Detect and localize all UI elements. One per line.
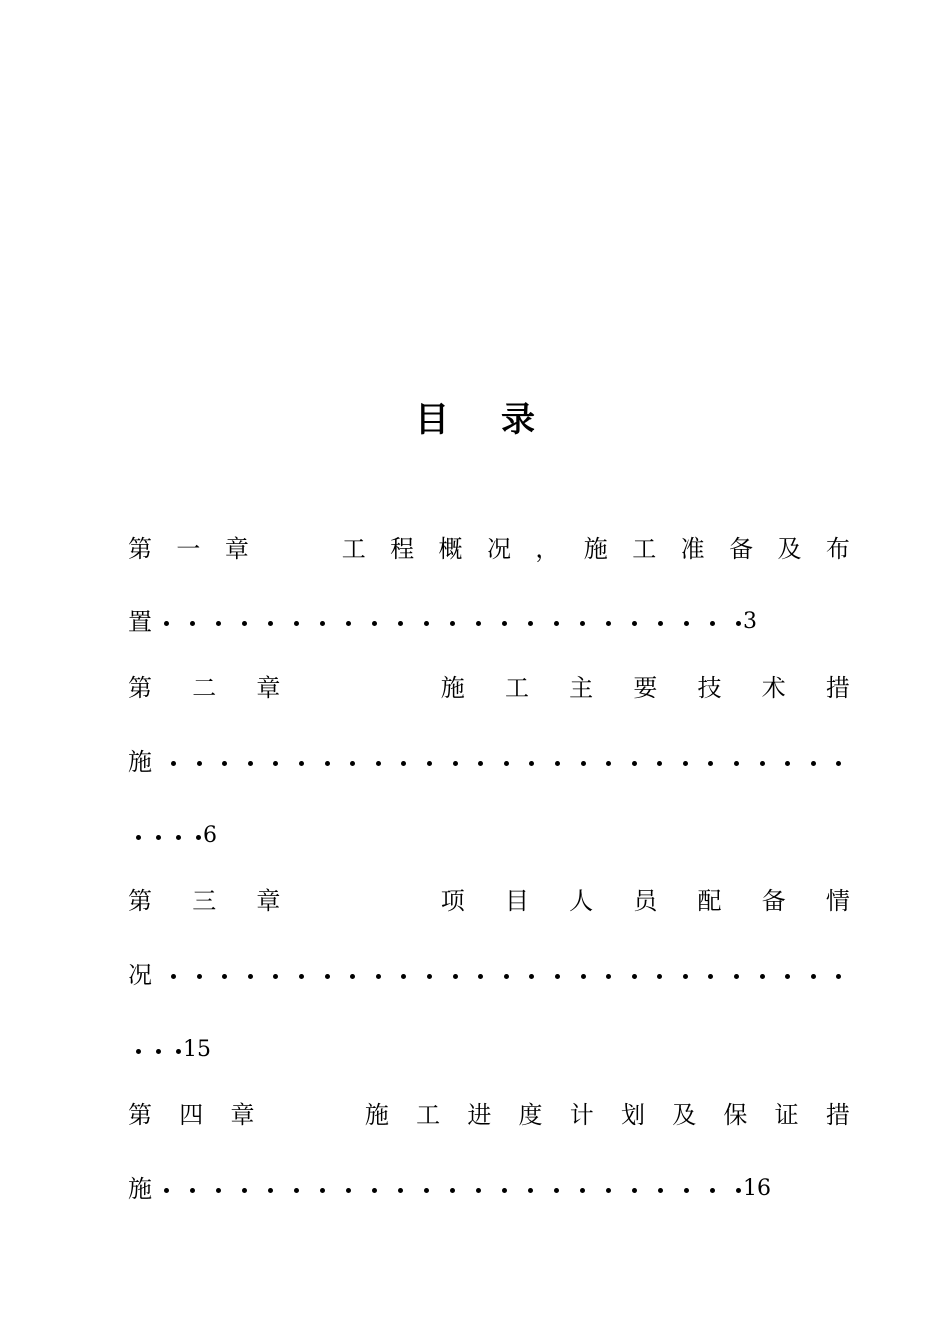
page-number: 3 [743, 609, 757, 634]
chapter-char: 二 [192, 674, 217, 702]
title-char: 人 [569, 887, 594, 915]
leader-dot [176, 1049, 181, 1054]
title-char: 备 [729, 535, 754, 563]
leader-dot [581, 761, 586, 766]
leader-dot [710, 1188, 715, 1193]
dot-leader [128, 816, 201, 856]
leader-dot [372, 1188, 377, 1193]
title-char: 目 [504, 887, 529, 915]
chapter-char: 章 [224, 535, 249, 563]
title-char: 证 [774, 1101, 799, 1129]
toc-entry-1-heading[interactable] [128, 529, 850, 569]
leader-dot [401, 761, 406, 766]
lead-text: 置 [128, 608, 152, 636]
chapter-char: 第 [128, 887, 152, 915]
leader-dot [684, 621, 689, 626]
leader-dot [320, 621, 325, 626]
leader-dot [248, 974, 253, 979]
leader-dot [273, 974, 278, 979]
toc-entry-4-leader[interactable] [128, 1169, 850, 1209]
chapter-char: 一 [176, 535, 201, 563]
leader-dot [708, 761, 713, 766]
leader-dot [427, 761, 432, 766]
leader-dot [268, 1188, 273, 1193]
title-char: 员 [633, 887, 658, 915]
leader-dot [401, 974, 406, 979]
leader-dot [555, 974, 560, 979]
leader-dot [502, 1188, 507, 1193]
leader-dot [476, 621, 481, 626]
leader-dot [736, 1188, 741, 1193]
leader-dot [528, 1188, 533, 1193]
leader-dot [529, 761, 534, 766]
leader-dot [478, 974, 483, 979]
leader-dot [216, 621, 221, 626]
leader-dot [811, 974, 816, 979]
leader-dot [248, 761, 253, 766]
title-char: 准 [680, 535, 705, 563]
leader-dot [785, 974, 790, 979]
title-char: 施 [364, 1101, 389, 1129]
leader-dot [450, 621, 455, 626]
title-char: 术 [761, 674, 786, 702]
title-char: 工 [416, 1101, 441, 1129]
dot-leader [152, 602, 741, 642]
title-char: 况 [486, 535, 511, 563]
leader-dot [580, 621, 585, 626]
leader-dot [242, 621, 247, 626]
leader-dot [450, 1188, 455, 1193]
leader-dot [299, 761, 304, 766]
chapter-char: 章 [256, 887, 281, 915]
leader-dot [554, 1188, 559, 1193]
leader-dot [136, 1049, 141, 1054]
leader-dot [555, 761, 560, 766]
title-char: 配 [697, 887, 722, 915]
title-char: 度 [518, 1101, 543, 1129]
leader-dot [273, 761, 278, 766]
leader-dot [398, 1188, 403, 1193]
leader-dot [708, 974, 713, 979]
leader-dot [453, 761, 458, 766]
toc-entry-2-leader-cont[interactable] [128, 816, 850, 856]
title-char: 程 [390, 535, 415, 563]
title-char: 施 [583, 535, 608, 563]
leader-dot [216, 1188, 221, 1193]
lead-text: 况 [128, 961, 152, 989]
title-char: 工 [341, 535, 366, 563]
title-char: 措 [825, 674, 850, 702]
leader-dot [736, 621, 741, 626]
toc-entry-4-heading[interactable] [128, 1095, 850, 1135]
leader-dot [176, 835, 181, 840]
chapter-char: 第 [128, 674, 152, 702]
leader-dot [528, 621, 533, 626]
leader-dot [156, 835, 161, 840]
leader-dot [632, 621, 637, 626]
page-title [0, 392, 950, 441]
title-char: 及 [672, 1101, 697, 1129]
leader-dot [372, 621, 377, 626]
title-char: 进 [467, 1101, 492, 1129]
leader-dot [325, 974, 330, 979]
title-char: 计 [569, 1101, 594, 1129]
title-char: 布 [825, 535, 850, 563]
chapter-char: 第 [128, 1101, 152, 1129]
title-char: 主 [569, 674, 594, 702]
chapter-char: 第 [128, 535, 152, 563]
title-char: 技 [697, 674, 722, 702]
leader-dot [427, 974, 432, 979]
leader-dot [580, 1188, 585, 1193]
title-char: 项 [440, 887, 465, 915]
title-char-1: 目 [415, 400, 449, 440]
leader-dot [294, 1188, 299, 1193]
title-char: 概 [438, 535, 463, 563]
leader-dot [156, 1049, 161, 1054]
leader-dot [197, 974, 202, 979]
toc-entry-3-leader-cont[interactable] [128, 1030, 850, 1070]
leader-dot [398, 621, 403, 626]
leader-dot [684, 1188, 689, 1193]
dot-leader [152, 955, 841, 995]
leader-dot [299, 974, 304, 979]
leader-dot [632, 974, 637, 979]
leader-dot [164, 621, 169, 626]
leader-dot [836, 761, 841, 766]
leader-dot [734, 761, 739, 766]
title-char: 及 [777, 535, 802, 563]
leader-dot [478, 761, 483, 766]
leader-dot [268, 621, 273, 626]
leader-dot [346, 621, 351, 626]
leader-dot [657, 974, 662, 979]
leader-dot [734, 974, 739, 979]
leader-dot [136, 835, 141, 840]
leader-dot [171, 974, 176, 979]
leader-dot [325, 761, 330, 766]
leader-dot [632, 1188, 637, 1193]
leader-dot [504, 761, 509, 766]
page-number: 16 [743, 1176, 771, 1201]
chapter-char: 章 [256, 674, 281, 702]
leader-dot [476, 1188, 481, 1193]
title-char: 措 [825, 1101, 850, 1129]
leader-dot [502, 621, 507, 626]
title-char: 保 [723, 1101, 748, 1129]
page-number: 15 [183, 1037, 211, 1062]
toc-entry-1-leader[interactable] [128, 602, 850, 642]
leader-dot [242, 1188, 247, 1193]
toc-entry-3-leader[interactable] [128, 955, 850, 995]
leader-dot [554, 621, 559, 626]
toc-entry-2-leader[interactable] [128, 742, 850, 782]
lead-text: 施 [128, 1175, 152, 1203]
leader-dot [632, 761, 637, 766]
chapter-char: 三 [192, 887, 217, 915]
leader-dot [710, 621, 715, 626]
title-char: 要 [633, 674, 658, 702]
title-char: 划 [620, 1101, 645, 1129]
chapter-char: 四 [179, 1101, 204, 1129]
leader-dot [190, 621, 195, 626]
toc-entry-2-heading[interactable] [128, 668, 850, 708]
chapter-char: 章 [230, 1101, 255, 1129]
dot-leader [152, 1169, 741, 1209]
title-char: 工 [504, 674, 529, 702]
leader-dot [658, 621, 663, 626]
leader-dot [785, 761, 790, 766]
dot-leader [152, 742, 841, 782]
leader-dot [606, 1188, 611, 1193]
leader-dot [424, 1188, 429, 1193]
title-char: 情 [825, 887, 850, 915]
lead-text: 施 [128, 748, 152, 776]
page-number: 6 [203, 823, 217, 848]
leader-dot [529, 974, 534, 979]
leader-dot [376, 761, 381, 766]
leader-dot [376, 974, 381, 979]
leader-dot [581, 974, 586, 979]
leader-dot [197, 761, 202, 766]
leader-dot [504, 974, 509, 979]
leader-dot [222, 761, 227, 766]
leader-dot [658, 1188, 663, 1193]
dot-leader [128, 1030, 181, 1070]
title-char: 备 [761, 887, 786, 915]
leader-dot [320, 1188, 325, 1193]
leader-dot [190, 1188, 195, 1193]
leader-dot [346, 1188, 351, 1193]
leader-dot [683, 974, 688, 979]
title-char: ， [535, 535, 560, 563]
title-char-2: 录 [501, 400, 535, 440]
leader-dot [350, 761, 355, 766]
leader-dot [171, 761, 176, 766]
leader-dot [196, 835, 201, 840]
leader-dot [350, 974, 355, 979]
leader-dot [606, 761, 611, 766]
leader-dot [760, 974, 765, 979]
leader-dot [164, 1188, 169, 1193]
leader-dot [222, 974, 227, 979]
leader-dot [836, 974, 841, 979]
toc-entry-3-heading[interactable] [128, 881, 850, 921]
leader-dot [683, 761, 688, 766]
leader-dot [606, 974, 611, 979]
title-char: 工 [632, 535, 657, 563]
leader-dot [294, 621, 299, 626]
leader-dot [606, 621, 611, 626]
leader-dot [811, 761, 816, 766]
leader-dot [760, 761, 765, 766]
title-char: 施 [440, 674, 465, 702]
leader-dot [453, 974, 458, 979]
leader-dot [657, 761, 662, 766]
leader-dot [424, 621, 429, 626]
